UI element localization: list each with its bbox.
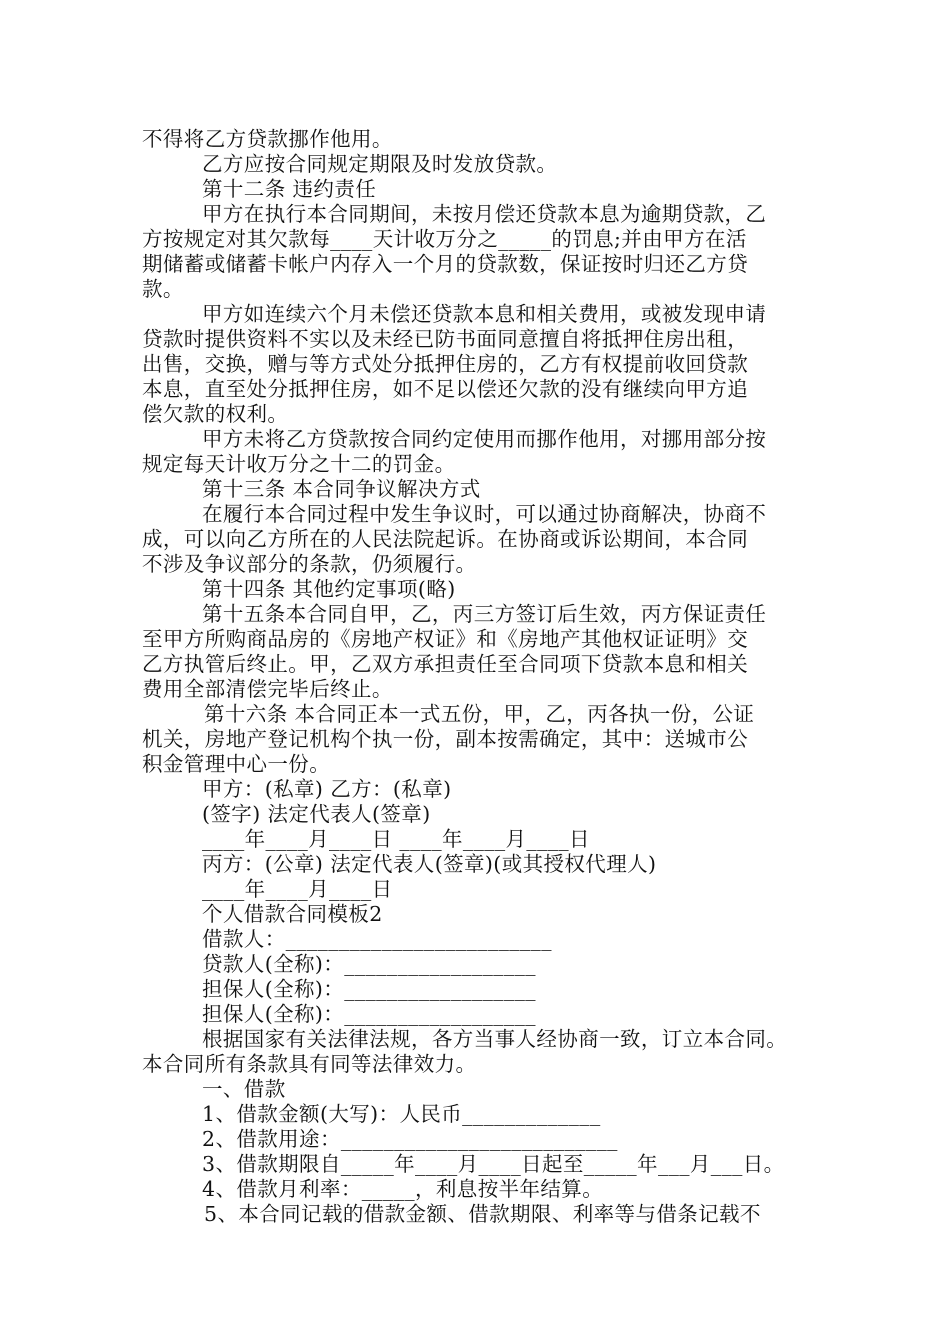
text-line: 方按规定对其欠款每____天计收万分之_____的罚息;并由甲方在活: [142, 227, 747, 251]
text-line: 甲方在执行本合同期间，未按月偿还贷款本息为逾期贷款，乙: [202, 202, 767, 226]
text-line: 甲方未将乙方贷款按合同约定使用而挪作他用，对挪用部分按: [202, 427, 767, 451]
text-line: 规定每天计收万分之十二的罚金。: [142, 452, 456, 476]
form-line-purpose: 2、借款用途：__________________________: [202, 1127, 618, 1151]
text-line: 积金管理中心一份。: [142, 752, 331, 776]
form-line-borrower: 借款人：_________________________: [202, 927, 552, 951]
section-heading: 一、借款: [202, 1077, 286, 1101]
text-line: 期储蓄或储蓄卡帐户内存入一个月的贷款数，保证按时归还乙方贷: [142, 252, 749, 276]
text-line: 第十六条 本合同正本一式五份，甲，乙，丙各执一份，公证: [204, 702, 755, 726]
text-line: 成，可以向乙方所在的人民法院起诉。在协商或诉讼期间，本合同: [142, 527, 749, 551]
form-line-guarantor: 担保人(全称)：__________________: [202, 1002, 536, 1026]
date-line: ____年____月____日 ____年____月____日: [202, 827, 590, 851]
text-line: 本息，直至处分抵押住房，如不足以偿还欠款的没有继续向甲方追: [142, 377, 749, 401]
text-line: 不得将乙方贷款挪作他用。: [142, 127, 393, 151]
section-heading: 第十三条 本合同争议解决方式: [202, 477, 481, 501]
text-line: 机关，房地产登记机构个执一份，副本按需确定，其中：送城市公: [142, 727, 749, 751]
date-line: ____年____月____日: [202, 877, 393, 901]
text-line: 甲方如连续六个月未偿还贷款本息和相关费用，或被发现申请: [202, 302, 767, 326]
text-line: 不涉及争议部分的条款，仍须履行。: [142, 552, 477, 576]
form-line-lender: 贷款人(全称)：__________________: [202, 952, 536, 976]
text-line: 在履行本合同过程中发生争议时，可以通过协商解决，协商不: [202, 502, 767, 526]
form-line-rate: 4、借款月利率：_____，利息按半年结算。: [202, 1177, 604, 1201]
form-line-guarantor: 担保人(全称)：__________________: [202, 977, 536, 1001]
text-line: 款。: [142, 277, 184, 301]
text-line: 乙方应按合同规定期限及时发放贷款。: [202, 152, 558, 176]
text-line: 贷款时提供资料不实以及未经已防书面同意擅自将抵押住房出租，: [142, 327, 749, 351]
text-line: 本合同所有条款具有同等法律效力。: [142, 1052, 477, 1076]
document-title: 个人借款合同模板2: [202, 902, 383, 926]
signature-line: 丙方：(公章) 法定代表人(签章)(或其授权代理人): [202, 852, 657, 876]
text-line: 5、本合同记载的借款金额、借款期限、利率等与借条记载不: [204, 1202, 761, 1226]
text-line: 至甲方所购商品房的《房地产权证》和《房地产其他权证证明》交: [142, 627, 749, 651]
section-heading: 第十四条 其他约定事项(略): [202, 577, 456, 601]
text-line: 出售，交换，赠与等方式处分抵押住房的，乙方有权提前收回贷款: [142, 352, 749, 376]
form-line-term: 3、借款期限自_____年____月____日起至_____年___月___日。: [202, 1152, 785, 1176]
signature-line: (签字) 法定代表人(签章): [202, 802, 431, 826]
text-line: 乙方执管后终止。甲，乙双方承担责任至合同项下贷款本息和相关: [142, 652, 749, 676]
text-line: 第十五条本合同自甲，乙，丙三方签订后生效，丙方保证责任: [202, 602, 767, 626]
text-line: 根据国家有关法律法规，各方当事人经协商一致，订立本合同。: [202, 1027, 788, 1051]
text-line: 费用全部清偿完毕后终止。: [142, 677, 393, 701]
text-line: 偿欠款的权利。: [142, 402, 289, 426]
form-line-amount: 1、借款金额(大写)：人民币_____________: [202, 1102, 601, 1126]
section-heading: 第十二条 违约责任: [202, 177, 377, 201]
signature-line: 甲方：(私章) 乙方：(私章): [202, 777, 452, 801]
